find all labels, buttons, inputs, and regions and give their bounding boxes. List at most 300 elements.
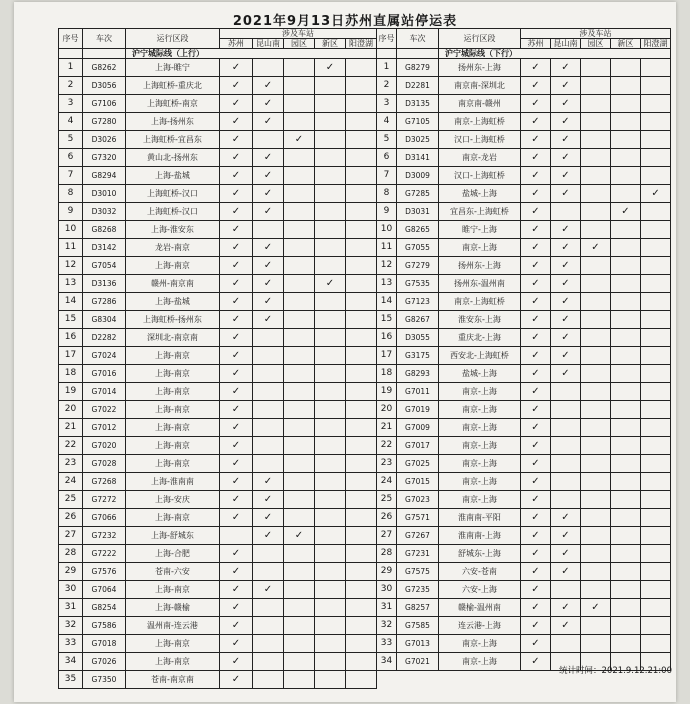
section-cell: 上海虹桥-宜昌东 — [126, 131, 220, 149]
train-number-cell: G7020 — [83, 437, 126, 455]
seq-cell: 8 — [59, 185, 83, 203]
seq-cell: 5 — [59, 131, 83, 149]
section-cell: 南京-上海 — [439, 455, 521, 473]
station-check-mark — [315, 311, 346, 329]
seq-cell: 11 — [377, 239, 397, 257]
station-check-mark — [581, 491, 611, 509]
seq-cell: 29 — [59, 563, 83, 581]
train-number-cell: G7268 — [83, 473, 126, 491]
station-check-mark — [253, 635, 284, 653]
station-check-mark — [581, 131, 611, 149]
station-check-mark — [284, 473, 315, 491]
station-check-mark — [581, 527, 611, 545]
table-row — [377, 545, 671, 563]
station-check-mark — [253, 383, 284, 401]
section-cell: 扬州东-温州南 — [439, 275, 521, 293]
station-check-mark — [284, 95, 315, 113]
train-number-cell: D3135 — [397, 95, 439, 113]
station-check-mark — [346, 617, 377, 635]
seq-cell: 4 — [377, 113, 397, 131]
station-check-mark: ✓ — [220, 401, 253, 419]
station-check-mark: ✓ — [521, 311, 551, 329]
station-check-mark: ✓ — [253, 527, 284, 545]
train-number-cell: D3055 — [397, 329, 439, 347]
station-check-mark — [611, 95, 641, 113]
table-row — [377, 563, 671, 581]
station-check-mark: ✓ — [220, 617, 253, 635]
section-cell: 上海-淮南南 — [126, 473, 220, 491]
section-cell: 南京-上海 — [439, 383, 521, 401]
station-check-mark — [641, 167, 671, 185]
section-cell: 上海虹桥-重庆北 — [126, 77, 220, 95]
table-row — [59, 221, 377, 239]
station-check-mark — [284, 509, 315, 527]
header-station-suzhou: 苏州 — [220, 39, 253, 49]
station-check-mark — [284, 401, 315, 419]
station-check-mark — [641, 59, 671, 77]
section-cell: 赣榆-温州南 — [439, 599, 521, 617]
table-row — [59, 95, 377, 113]
table-row — [377, 383, 671, 401]
seq-cell: 27 — [59, 527, 83, 545]
station-check-mark — [284, 437, 315, 455]
station-check-mark — [611, 635, 641, 653]
station-check-mark: ✓ — [253, 95, 284, 113]
station-check-mark — [253, 221, 284, 239]
station-check-mark — [315, 401, 346, 419]
station-check-mark — [315, 473, 346, 491]
station-check-mark — [315, 653, 346, 671]
station-check-mark — [611, 239, 641, 257]
seq-cell: 21 — [59, 419, 83, 437]
station-check-mark: ✓ — [521, 437, 551, 455]
train-number-cell: G7011 — [397, 383, 439, 401]
table-row — [377, 59, 671, 77]
section-cell: 上海-淮安东 — [126, 221, 220, 239]
section-cell: 上海-睢宁 — [126, 59, 220, 77]
station-check-mark: ✓ — [253, 239, 284, 257]
train-number-cell: G7272 — [83, 491, 126, 509]
table-row — [59, 509, 377, 527]
station-check-mark — [551, 419, 581, 437]
station-check-mark: ✓ — [220, 95, 253, 113]
train-number-cell: D3010 — [83, 185, 126, 203]
train-number-cell: G7009 — [397, 419, 439, 437]
station-check-mark — [641, 257, 671, 275]
section-cell: 上海-南京 — [126, 347, 220, 365]
station-check-mark — [346, 509, 377, 527]
train-number-cell: D3142 — [83, 239, 126, 257]
seq-cell: 29 — [377, 563, 397, 581]
station-check-mark: ✓ — [253, 509, 284, 527]
station-check-mark — [641, 347, 671, 365]
section-cell: 南京-上海 — [439, 437, 521, 455]
station-check-mark — [346, 491, 377, 509]
train-number-cell: G3175 — [397, 347, 439, 365]
table-row — [59, 293, 377, 311]
table-row — [377, 167, 671, 185]
section-cell: 上海-赣榆 — [126, 599, 220, 617]
station-check-mark — [346, 347, 377, 365]
seq-cell: 19 — [59, 383, 83, 401]
station-check-mark: ✓ — [220, 473, 253, 491]
header-station-xinqu: 新区 — [315, 39, 346, 49]
train-number-cell: G7231 — [397, 545, 439, 563]
station-check-mark: ✓ — [551, 221, 581, 239]
train-number-cell: D3136 — [83, 275, 126, 293]
table-row — [377, 491, 671, 509]
section-cell: 淮安东-上海 — [439, 311, 521, 329]
station-check-mark — [581, 275, 611, 293]
table-row — [377, 95, 671, 113]
train-number-cell: G7055 — [397, 239, 439, 257]
train-number-cell: G7267 — [397, 527, 439, 545]
table-row — [59, 455, 377, 473]
station-check-mark — [581, 455, 611, 473]
train-number-cell: G7286 — [83, 293, 126, 311]
station-check-mark — [346, 527, 377, 545]
station-check-mark: ✓ — [551, 95, 581, 113]
station-check-mark — [346, 473, 377, 491]
train-number-cell: G8304 — [83, 311, 126, 329]
seq-cell: 22 — [59, 437, 83, 455]
station-check-mark: ✓ — [551, 329, 581, 347]
train-number-cell: G8294 — [83, 167, 126, 185]
train-number-cell: G7054 — [83, 257, 126, 275]
table-row — [377, 221, 671, 239]
station-check-mark — [253, 563, 284, 581]
train-number-cell: G7235 — [397, 581, 439, 599]
train-number-cell: G7106 — [83, 95, 126, 113]
station-check-mark — [346, 365, 377, 383]
station-check-mark: ✓ — [581, 599, 611, 617]
station-check-mark: ✓ — [521, 257, 551, 275]
station-check-mark — [346, 653, 377, 671]
station-check-mark — [346, 275, 377, 293]
table-row — [59, 617, 377, 635]
station-check-mark: ✓ — [521, 185, 551, 203]
train-number-cell: G7025 — [397, 455, 439, 473]
station-check-mark — [346, 581, 377, 599]
train-number-cell: G7585 — [397, 617, 439, 635]
station-check-mark: ✓ — [551, 113, 581, 131]
header-seq: 序号 — [377, 29, 397, 49]
station-check-mark: ✓ — [521, 383, 551, 401]
station-check-mark — [315, 635, 346, 653]
station-check-mark — [284, 419, 315, 437]
table-row — [377, 131, 671, 149]
station-check-mark: ✓ — [284, 527, 315, 545]
station-check-mark — [253, 653, 284, 671]
section-cell: 赣州-南京南 — [126, 275, 220, 293]
table-row — [59, 653, 377, 671]
section-cell: 深圳北-南京南 — [126, 329, 220, 347]
station-check-mark: ✓ — [521, 149, 551, 167]
station-check-mark — [284, 365, 315, 383]
section-cell: 南京南-赣州 — [439, 95, 521, 113]
station-check-mark — [581, 617, 611, 635]
section-cell: 上海-南京 — [126, 437, 220, 455]
section-cell: 南京-上海 — [439, 653, 521, 671]
station-check-mark — [641, 221, 671, 239]
station-check-mark: ✓ — [551, 167, 581, 185]
station-check-mark: ✓ — [253, 185, 284, 203]
section-cell: 南京-上海 — [439, 239, 521, 257]
station-check-mark: ✓ — [521, 293, 551, 311]
station-check-mark — [346, 185, 377, 203]
station-check-mark — [611, 527, 641, 545]
station-check-mark — [284, 239, 315, 257]
section-cell: 上海-南京 — [126, 401, 220, 419]
section-cell: 宜昌东-上海虹桥 — [439, 203, 521, 221]
seq-cell: 34 — [377, 653, 397, 671]
seq-cell: 28 — [59, 545, 83, 563]
table-row — [59, 59, 377, 77]
section-cell: 上海-南京 — [126, 653, 220, 671]
table-row — [377, 347, 671, 365]
seq-cell: 4 — [59, 113, 83, 131]
station-check-mark: ✓ — [521, 239, 551, 257]
train-number-cell: G7571 — [397, 509, 439, 527]
station-check-mark — [611, 617, 641, 635]
station-check-mark — [284, 617, 315, 635]
station-check-mark — [641, 275, 671, 293]
station-check-mark: ✓ — [521, 491, 551, 509]
station-check-mark — [641, 635, 671, 653]
station-check-mark — [581, 311, 611, 329]
train-number-cell: G7015 — [397, 473, 439, 491]
station-check-mark — [581, 113, 611, 131]
table-row — [377, 311, 671, 329]
table-row — [59, 383, 377, 401]
seq-cell: 2 — [59, 77, 83, 95]
header-stations-group: 涉及车站 — [220, 29, 377, 39]
seq-cell: 16 — [377, 329, 397, 347]
section-cell: 南京-上海虹桥 — [439, 293, 521, 311]
station-check-mark: ✓ — [551, 149, 581, 167]
train-number-cell: G7012 — [83, 419, 126, 437]
station-check-mark: ✓ — [253, 293, 284, 311]
section-cell: 上海-南京 — [126, 509, 220, 527]
section-cell: 睢宁-上海 — [439, 221, 521, 239]
section-cell: 上海-盐城 — [126, 167, 220, 185]
station-check-mark — [315, 185, 346, 203]
table-row — [59, 401, 377, 419]
station-check-mark — [284, 329, 315, 347]
seq-cell: 20 — [59, 401, 83, 419]
station-check-mark — [346, 383, 377, 401]
station-check-mark — [315, 239, 346, 257]
station-check-mark — [641, 617, 671, 635]
seq-cell: 15 — [377, 311, 397, 329]
station-check-mark: ✓ — [220, 419, 253, 437]
table-row — [59, 635, 377, 653]
train-number-cell: G7064 — [83, 581, 126, 599]
station-check-mark — [284, 347, 315, 365]
station-check-mark: ✓ — [253, 257, 284, 275]
station-check-mark: ✓ — [220, 455, 253, 473]
train-number-cell: G7279 — [397, 257, 439, 275]
table-row — [59, 581, 377, 599]
station-check-mark — [641, 545, 671, 563]
seq-cell: 7 — [59, 167, 83, 185]
section-cell: 盐城-上海 — [439, 185, 521, 203]
station-check-mark: ✓ — [220, 509, 253, 527]
section-cell: 南京-龙岩 — [439, 149, 521, 167]
station-check-mark — [641, 527, 671, 545]
station-check-mark — [611, 401, 641, 419]
seq-cell: 18 — [59, 365, 83, 383]
seq-cell: 17 — [59, 347, 83, 365]
schedule-table-down — [376, 28, 671, 671]
table-row — [59, 347, 377, 365]
station-check-mark: ✓ — [253, 275, 284, 293]
station-check-mark — [581, 347, 611, 365]
station-check-mark — [611, 329, 641, 347]
station-check-mark — [315, 113, 346, 131]
station-check-mark — [315, 257, 346, 275]
section-cell: 上海-南京 — [126, 257, 220, 275]
station-check-mark — [581, 437, 611, 455]
train-number-cell: G7017 — [397, 437, 439, 455]
station-check-mark — [315, 581, 346, 599]
seq-cell: 15 — [59, 311, 83, 329]
station-check-mark — [551, 401, 581, 419]
seq-cell: 19 — [377, 383, 397, 401]
station-check-mark — [611, 275, 641, 293]
table-row — [377, 185, 671, 203]
station-check-mark — [641, 113, 671, 131]
seq-cell: 13 — [377, 275, 397, 293]
table-row — [377, 257, 671, 275]
table-row — [377, 275, 671, 293]
station-check-mark: ✓ — [521, 419, 551, 437]
table-row — [59, 185, 377, 203]
station-check-mark — [315, 419, 346, 437]
seq-cell: 24 — [59, 473, 83, 491]
train-number-cell: G8265 — [397, 221, 439, 239]
seq-cell: 31 — [377, 599, 397, 617]
station-check-mark — [551, 203, 581, 221]
section-cell: 舒城东-上海 — [439, 545, 521, 563]
section-cell: 淮南南-上海 — [439, 527, 521, 545]
station-check-mark — [611, 545, 641, 563]
seq-cell: 18 — [377, 365, 397, 383]
seq-cell: 35 — [59, 671, 83, 689]
header-section: 运行区段 — [126, 29, 220, 49]
section-cell: 上海-南京 — [126, 635, 220, 653]
station-check-mark: ✓ — [220, 545, 253, 563]
train-number-cell: D2281 — [397, 77, 439, 95]
section-cell: 上海虹桥-汉口 — [126, 203, 220, 221]
train-number-cell: G7028 — [83, 455, 126, 473]
train-number-cell: G7123 — [397, 293, 439, 311]
section-cell: 南京-上海 — [439, 491, 521, 509]
seq-cell: 8 — [377, 185, 397, 203]
station-check-mark: ✓ — [551, 293, 581, 311]
train-number-cell: D3141 — [397, 149, 439, 167]
station-check-mark — [315, 365, 346, 383]
table-row — [59, 257, 377, 275]
station-check-mark: ✓ — [220, 491, 253, 509]
station-check-mark — [611, 599, 641, 617]
station-check-mark — [253, 365, 284, 383]
station-check-mark — [253, 599, 284, 617]
table-row — [59, 527, 377, 545]
station-check-mark — [611, 131, 641, 149]
station-check-mark: ✓ — [253, 473, 284, 491]
station-check-mark — [641, 581, 671, 599]
station-check-mark — [611, 581, 641, 599]
table-row — [377, 419, 671, 437]
station-check-mark — [551, 581, 581, 599]
schedule-table-up — [58, 28, 377, 689]
station-check-mark — [284, 545, 315, 563]
train-number-cell: G7014 — [83, 383, 126, 401]
station-check-mark: ✓ — [521, 509, 551, 527]
section-cell: 上海-安庆 — [126, 491, 220, 509]
table-row — [377, 365, 671, 383]
station-check-mark — [581, 635, 611, 653]
train-number-cell: D3032 — [83, 203, 126, 221]
station-check-mark: ✓ — [521, 113, 551, 131]
header-station-suzhou: 苏州 — [521, 39, 551, 49]
header-train: 车次 — [83, 29, 126, 49]
station-check-mark — [611, 563, 641, 581]
station-check-mark — [346, 257, 377, 275]
train-number-cell: G7575 — [397, 563, 439, 581]
station-check-mark: ✓ — [253, 113, 284, 131]
station-check-mark — [346, 329, 377, 347]
seq-cell: 20 — [377, 401, 397, 419]
station-check-mark: ✓ — [521, 329, 551, 347]
station-check-mark — [581, 365, 611, 383]
section-cell: 上海-南京 — [126, 581, 220, 599]
seq-cell: 14 — [59, 293, 83, 311]
station-check-mark: ✓ — [253, 581, 284, 599]
station-check-mark — [315, 545, 346, 563]
seq-cell: 24 — [377, 473, 397, 491]
station-check-mark — [253, 401, 284, 419]
station-check-mark — [253, 455, 284, 473]
station-check-mark: ✓ — [220, 59, 253, 77]
station-check-mark — [581, 59, 611, 77]
station-check-mark: ✓ — [220, 635, 253, 653]
station-check-mark: ✓ — [253, 311, 284, 329]
table-row — [59, 545, 377, 563]
station-check-mark: ✓ — [220, 221, 253, 239]
seq-cell: 25 — [377, 491, 397, 509]
station-check-mark — [284, 167, 315, 185]
station-check-mark: ✓ — [220, 185, 253, 203]
station-check-mark: ✓ — [551, 185, 581, 203]
train-number-cell: D3025 — [397, 131, 439, 149]
station-check-mark — [611, 293, 641, 311]
train-number-cell: D3026 — [83, 131, 126, 149]
section-cell: 南京-上海 — [439, 473, 521, 491]
seq-cell: 30 — [59, 581, 83, 599]
station-check-mark — [315, 203, 346, 221]
station-check-mark — [346, 635, 377, 653]
station-check-mark — [346, 545, 377, 563]
table-row — [59, 275, 377, 293]
station-check-mark: ✓ — [220, 167, 253, 185]
station-check-mark: ✓ — [581, 239, 611, 257]
section-cell: 南京-上海 — [439, 401, 521, 419]
station-check-mark: ✓ — [551, 545, 581, 563]
station-check-mark: ✓ — [551, 77, 581, 95]
station-check-mark: ✓ — [253, 491, 284, 509]
